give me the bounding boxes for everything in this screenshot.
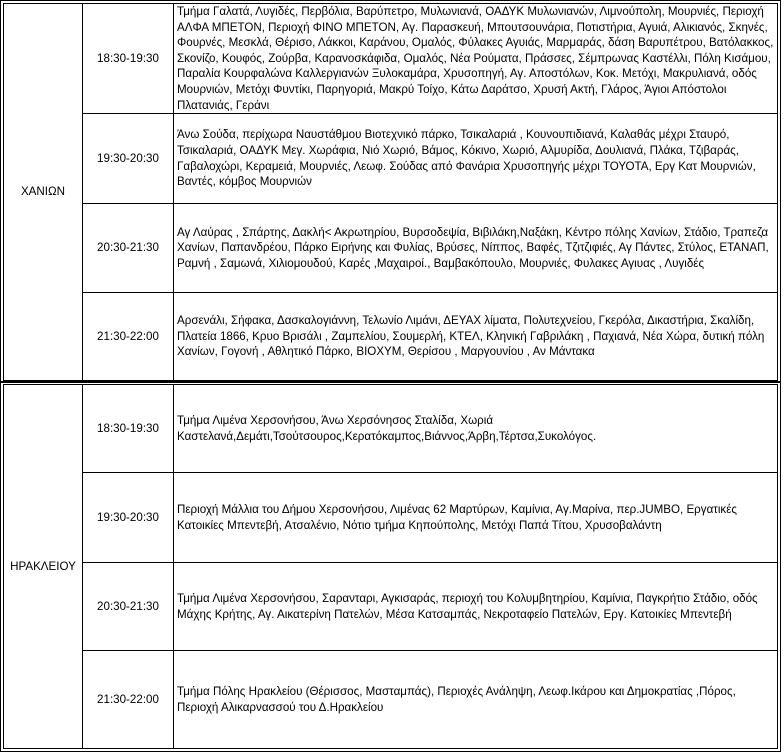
areas-cell <box>174 114 778 204</box>
time-slot: 20:30-21:30 <box>97 241 159 255</box>
region-name-cell <box>3 384 83 749</box>
areas-text: Τμήμα Λιμένα Χερσονήσου, Άνω Χερσόνησος Σταλίδα, Χωριά Καστελανά,Δεμάτι,Τσούτσουρος,Κερατόκαμπος,Βιάννος,Άρβη,Τέρτσα,Συκολόγος. <box>177 414 597 443</box>
table-row <box>3 563 778 651</box>
time-slot-cell <box>83 3 174 114</box>
time-slot: 19:30-20:30 <box>97 151 159 165</box>
areas-cell <box>174 384 778 473</box>
time-slot-cell <box>83 563 174 651</box>
table-row <box>3 473 778 562</box>
areas-text: Τμήμα Γαλατά, Λυγιδές, Περβόλια, Βαρύπετρο, Μυλωνιανά, ΟΑΔΥΚ Μυλωνιανών, Λιμνούπολη, Μουρνιές, Περιοχή ΑΛΦΑ ΜΠΕΤΟΝ, Περιοχή ΦΙΝΟ ΜΠΕΤΟΝ, Αγ. Παρασκευή, Μπουτσουνάρια, Ποτιστήρια, Αγυιά, Αλικιανός, Σκηνές, Φουρνές, Μεσκλά, Θέρισο, Λάκκοι, Καράνου, Ομαλός, Φύλακες Αγυιάς, Μαρμαράς, δάση Βαρυπέτρου, Βατόλακκος, Σκονίζο, Κουφός, Ζούρβα, Καρανοσκάφιδα, Ομαλός, Νέα Ρούματα, Πράσσες, Σέμπρωνας Καστέλλι, Πόλη Κισάμου, Παραλία Κουρφαλώνα Καλλεργιανών Ξυλοκαμάρα, Χρυσοπηγή, Αγ. Αποστόλων, Κοκ. Μετόχι, Μακρυλιανά, οδός Μουρνιών, Μετόχι Φυντίκι, Παρηγοριά, Μακρύ Τοίχο, Κάτω Δαράτσο, Χρυσή Ακτή, Γλάρος, Άγιοι Απόστολοι Πλατανιάς, Γεράνι <box>177 5 774 112</box>
schedule-table-chania <box>3 3 778 381</box>
areas-text: Άνω Σούδα, περίχωρα Ναυστάθμου Βιοτεχνικό πάρκο, Τσικαλαριά , Κουνουπιδιανά, Καλαθάς μέχρι Σταυρό, Τσικαλαριά, ΟΑΔΥΚ Μεγ. Χωράφια, Νιό Χωριό, Βάμος, Κόκινο, Χωριό, Αλμυρίδα, Δουλιανά, Πλάκα, Τζιβαράς, Γαβαλοχώρι, Κεραμειά, Μουρνιές, Λεωφ. Σούδας από Φανάρια Χρυσοπηγής μέχρι ΤΟΥΟΤΑ, Εργ Κατ Μουρνιών, Βαντές, κόμβος Μουρνιών <box>177 128 756 189</box>
time-slot-cell <box>83 204 174 293</box>
table-row <box>3 3 778 114</box>
time-slot: 19:30-20:30 <box>97 510 159 524</box>
time-slot-cell <box>83 651 174 749</box>
region-name-cell <box>3 3 83 381</box>
time-slot: 20:30-21:30 <box>97 599 159 613</box>
table-row <box>3 114 778 204</box>
time-slot-cell <box>83 293 174 381</box>
region-name: ΗΡΑΚΛΕΙΟΥ <box>10 559 76 573</box>
table-row <box>3 651 778 749</box>
time-slot: 21:30-22:00 <box>97 692 159 706</box>
areas-cell <box>174 473 778 562</box>
areas-text: Τμήμα Πόλης Ηρακλείου (Θέρισσος, Μασταμπάς), Περιοχές Ανάληψη, Λεωφ.Ικάρου και Δημοκρατίας ,Πόρος, Περιοχή Αλικαρνασσού του Δ.Ηρακλείου <box>177 685 736 714</box>
time-slot-cell <box>83 114 174 204</box>
areas-cell <box>174 204 778 293</box>
time-slot: 18:30-19:30 <box>97 421 159 435</box>
areas-text: Αρσενάλι, Σήφακα, Δασκαλογιάννη, Τελωνίο Λιμάνι, ΔΕΥΑΧ λίματα, Πολυτεχνείου, Γκερόλα, Δικαστήρια, Σκαλίδη, Πλατεία 1866, Κρυο Βρισάλι , Ζαμπελίου, Σουμερλή, ΚΤΕΛ, Κληνική Γαβριλάκη , Παχιανά, Νέα Χώρα, δυτική πόλη Χανίων, Γογονή , Αθλητικό Πάρκο, ΒΙΟΧΥΜ, Θερίσου , Μαργουνίου , Αν Μάντακα <box>177 314 765 359</box>
areas-text: Αγ Λαύρας , Σπάρτης, Δακλή< Ακρωτηρίου, Βυρσοδεψία, Βιβιλάκη,Ναξάκη, Κέντρο πόλης Χανίων, Στάδιο, Τραπεζα Χανίων, Παπανδρέου, Πάρκο Ειρήνης και Φυλίας, Βρύσες, Νίππος, Βαφές, Τζιτζιφιές, Αγ Πάντες, Στύλος, ΕΤΑΝΑΠ, Ραμνή , Σαμωνά, Χιλιομουδού, Καρές ,Μαχαιροί., Βαμβακόπουλο, Μουρνιές, Φυλακες Αγιυας , Λυγιδές <box>177 225 769 270</box>
table-row <box>3 293 778 381</box>
areas-cell <box>174 293 778 381</box>
areas-cell <box>174 3 778 114</box>
table-row <box>3 384 778 473</box>
schedule-table-heraklion <box>3 384 778 749</box>
time-slot: 21:30-22:00 <box>97 329 159 343</box>
table-row <box>3 204 778 293</box>
areas-text: Τμήμα Λιμένα Χερσονήσου, Σαρανταρι, Αγκισαράς, περιοχή του Κολυμβητηρίου, Καμίνια, Παγκρήτιο Στάδιο, οδός Μάχης Κρήτης, Αγ. Αικατερίνη Πατελών, Μέσα Κατσαμπάς, Νεκροταφείο Πατελών, Εργ. Κατοικίες Μπεντεβή <box>177 592 758 621</box>
region-name: ΧΑΝΙΩΝ <box>20 185 66 199</box>
areas-text: Περιοχή Μάλλια του Δήμου Χερσονήσου, Λιμένας 62 Μαρτύρων, Καμίνια, Αγ.Μαρίνα, περ.JUMBO, Εργατικές Κατοικίες Μπεντεβή, Ατσαλένιο, Νότιο τμήμα Κηπούπολης, Μετόχι Παπά Τίτου, Χρυσοβαλάντη <box>177 503 737 532</box>
time-slot-cell <box>83 384 174 473</box>
areas-cell <box>174 563 778 651</box>
areas-cell <box>174 651 778 749</box>
time-slot-cell <box>83 473 174 562</box>
time-slot: 18:30-19:30 <box>97 51 159 65</box>
